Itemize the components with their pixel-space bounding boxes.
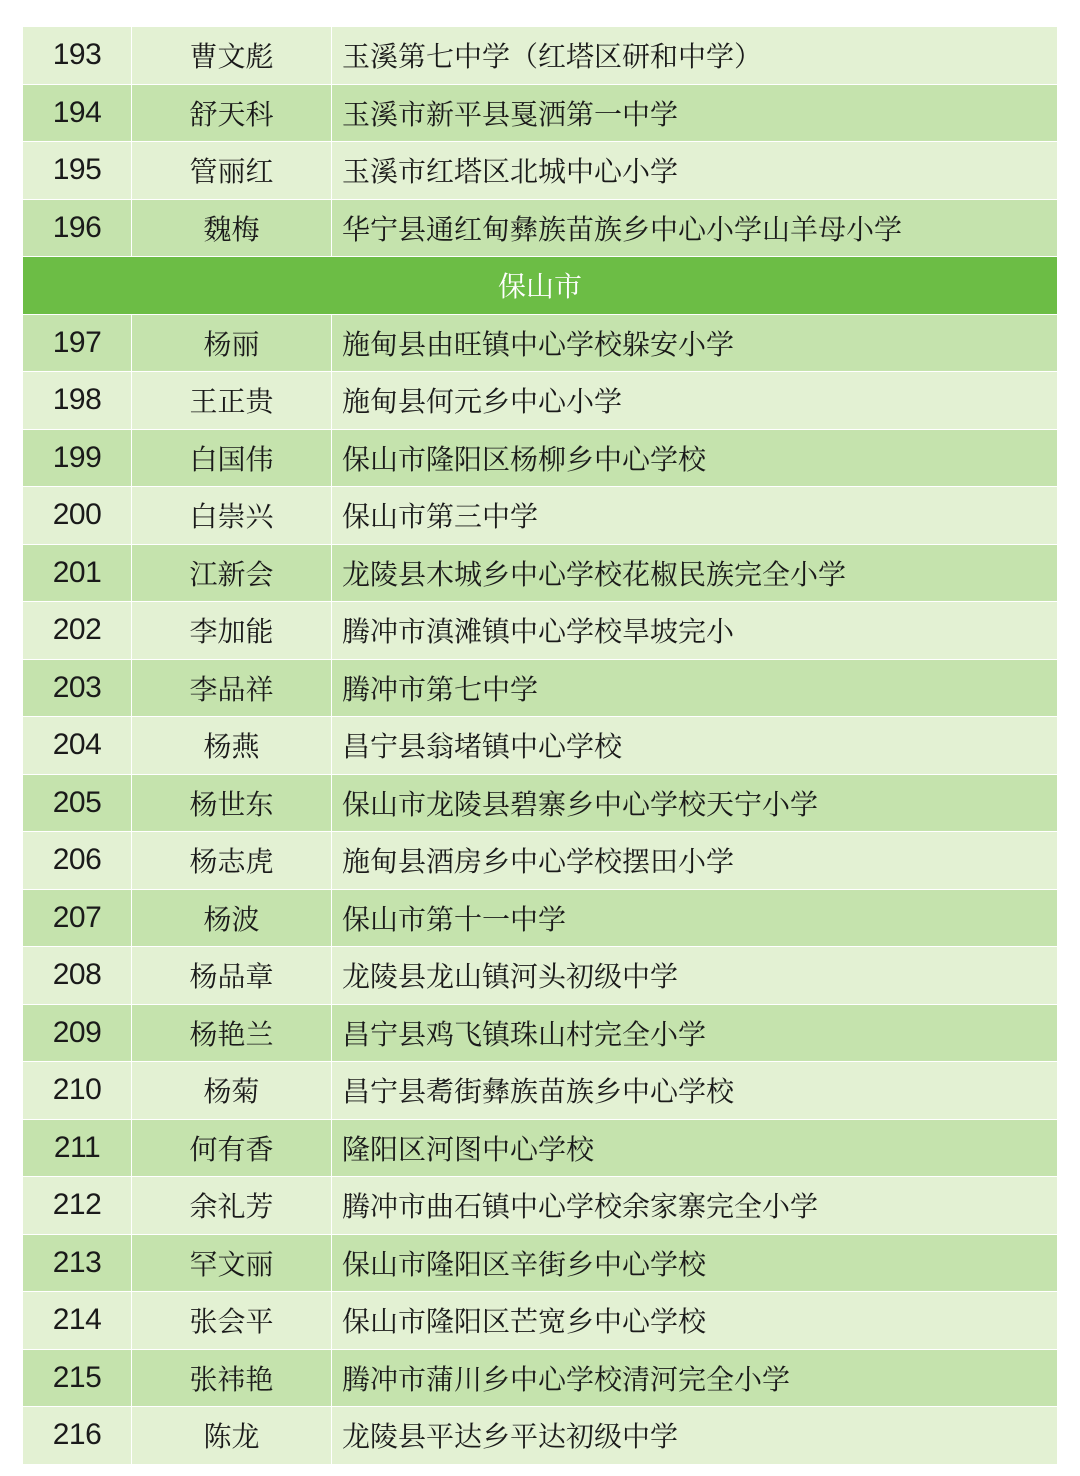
row-number: 207 — [23, 890, 132, 947]
school-name: 腾冲市蒲川乡中心学校清河完全小学 — [342, 1362, 791, 1396]
teacher-name: 白国伟 — [132, 430, 332, 487]
table-row — [23, 947, 1057, 1005]
row-number: 212 — [23, 1177, 132, 1234]
table-row — [23, 890, 1057, 948]
table-row — [23, 602, 1057, 660]
row-number: 211 — [23, 1120, 132, 1177]
table-row — [23, 1235, 1057, 1293]
table-row — [23, 832, 1057, 890]
table-row — [23, 1292, 1057, 1350]
row-number: 205 — [23, 775, 132, 832]
school-name: 腾冲市曲石镇中心学校余家寨完全小学 — [342, 1190, 819, 1224]
teacher-name: 何有香 — [132, 1120, 332, 1177]
school-name: 保山市隆阳区芒宽乡中心学校 — [342, 1305, 707, 1339]
row-number: 197 — [23, 315, 132, 372]
row-number: 209 — [23, 1005, 132, 1062]
table-row — [23, 315, 1057, 373]
row-number: 196 — [23, 200, 132, 257]
table-row — [23, 1005, 1057, 1063]
table-row — [23, 487, 1057, 545]
table-row — [23, 1407, 1057, 1465]
teacher-name: 杨燕 — [132, 717, 332, 774]
table-row — [23, 1350, 1057, 1408]
row-number: 198 — [23, 372, 132, 429]
table-row — [23, 85, 1057, 143]
school-name: 保山市龙陵县碧寨乡中心学校天宁小学 — [342, 787, 819, 821]
table-row — [23, 430, 1057, 488]
row-number: 199 — [23, 430, 132, 487]
table-body-baoshan — [23, 315, 1057, 1465]
table-row — [23, 660, 1057, 718]
school-name: 龙陵县木城乡中心学校花椒民族完全小学 — [342, 557, 847, 591]
section-title: 保山市 — [497, 270, 582, 304]
teacher-name: 杨丽 — [132, 315, 332, 372]
teacher-name: 江新会 — [132, 545, 332, 602]
teacher-name: 李加能 — [132, 602, 332, 659]
teacher-name: 杨世东 — [132, 775, 332, 832]
school-name: 施甸县酒房乡中心学校摆田小学 — [342, 845, 735, 879]
row-number: 202 — [23, 602, 132, 659]
teacher-name: 余礼芳 — [132, 1177, 332, 1234]
school-name: 保山市第十一中学 — [342, 902, 567, 936]
table-row — [23, 545, 1057, 603]
school-name: 腾冲市第七中学 — [342, 672, 539, 706]
teacher-name: 舒天科 — [132, 85, 332, 142]
section-header-baoshan — [23, 257, 1057, 315]
row-number: 214 — [23, 1292, 132, 1349]
row-number: 200 — [23, 487, 132, 544]
row-number: 195 — [23, 142, 132, 199]
row-number: 210 — [23, 1062, 132, 1119]
teacher-name: 李品祥 — [132, 660, 332, 717]
school-name: 保山市隆阳区辛街乡中心学校 — [342, 1247, 707, 1281]
school-name: 龙陵县平达乡平达初级中学 — [342, 1420, 679, 1454]
school-name: 玉溪第七中学（红塔区研和中学） — [342, 40, 763, 74]
table-row — [23, 200, 1057, 258]
school-name: 玉溪市新平县戛洒第一中学 — [342, 97, 679, 131]
table-row — [23, 1177, 1057, 1235]
teacher-name: 张会平 — [132, 1292, 332, 1349]
row-number: 206 — [23, 832, 132, 889]
teacher-name: 白崇兴 — [132, 487, 332, 544]
table-row — [23, 372, 1057, 430]
table-row — [23, 1062, 1057, 1120]
school-name: 华宁县通红甸彝族苗族乡中心小学山羊母小学 — [342, 212, 903, 246]
teacher-name: 管丽红 — [132, 142, 332, 199]
teacher-name: 王正贵 — [132, 372, 332, 429]
school-name: 昌宁县耈街彝族苗族乡中心学校 — [342, 1075, 735, 1109]
row-number: 216 — [23, 1407, 132, 1464]
table-row — [23, 1120, 1057, 1178]
table-row — [23, 775, 1057, 833]
teacher-name: 杨菊 — [132, 1062, 332, 1119]
teacher-name: 杨波 — [132, 890, 332, 947]
row-number: 201 — [23, 545, 132, 602]
teacher-name: 罕文丽 — [132, 1235, 332, 1292]
school-name: 保山市第三中学 — [342, 500, 539, 534]
school-name: 龙陵县龙山镇河头初级中学 — [342, 960, 679, 994]
table-row — [23, 142, 1057, 200]
table-body-yuxi — [23, 27, 1057, 257]
teacher-name: 魏梅 — [132, 200, 332, 257]
teacher-name: 张祎艳 — [132, 1350, 332, 1407]
row-number: 194 — [23, 85, 132, 142]
row-number: 213 — [23, 1235, 132, 1292]
awardee-table — [23, 27, 1057, 1465]
teacher-name: 杨品章 — [132, 947, 332, 1004]
school-name: 保山市隆阳区杨柳乡中心学校 — [342, 442, 707, 476]
row-number: 208 — [23, 947, 132, 1004]
table-row — [23, 717, 1057, 775]
school-name: 玉溪市红塔区北城中心小学 — [342, 155, 679, 189]
school-name: 腾冲市滇滩镇中心学校旱坡完小 — [342, 615, 735, 649]
row-number: 203 — [23, 660, 132, 717]
teacher-name: 陈龙 — [132, 1407, 332, 1464]
teacher-name: 杨志虎 — [132, 832, 332, 889]
teacher-name: 杨艳兰 — [132, 1005, 332, 1062]
row-number: 215 — [23, 1350, 132, 1407]
school-name: 昌宁县鸡飞镇珠山村完全小学 — [342, 1017, 707, 1051]
table-row — [23, 27, 1057, 85]
teacher-name: 曹文彪 — [132, 27, 332, 84]
row-number: 193 — [23, 27, 132, 84]
school-name: 施甸县由旺镇中心学校躲安小学 — [342, 327, 735, 361]
school-name: 施甸县何元乡中心小学 — [342, 385, 623, 419]
school-name: 昌宁县翁堵镇中心学校 — [342, 730, 623, 764]
school-name: 隆阳区河图中心学校 — [342, 1132, 595, 1166]
row-number: 204 — [23, 717, 132, 774]
